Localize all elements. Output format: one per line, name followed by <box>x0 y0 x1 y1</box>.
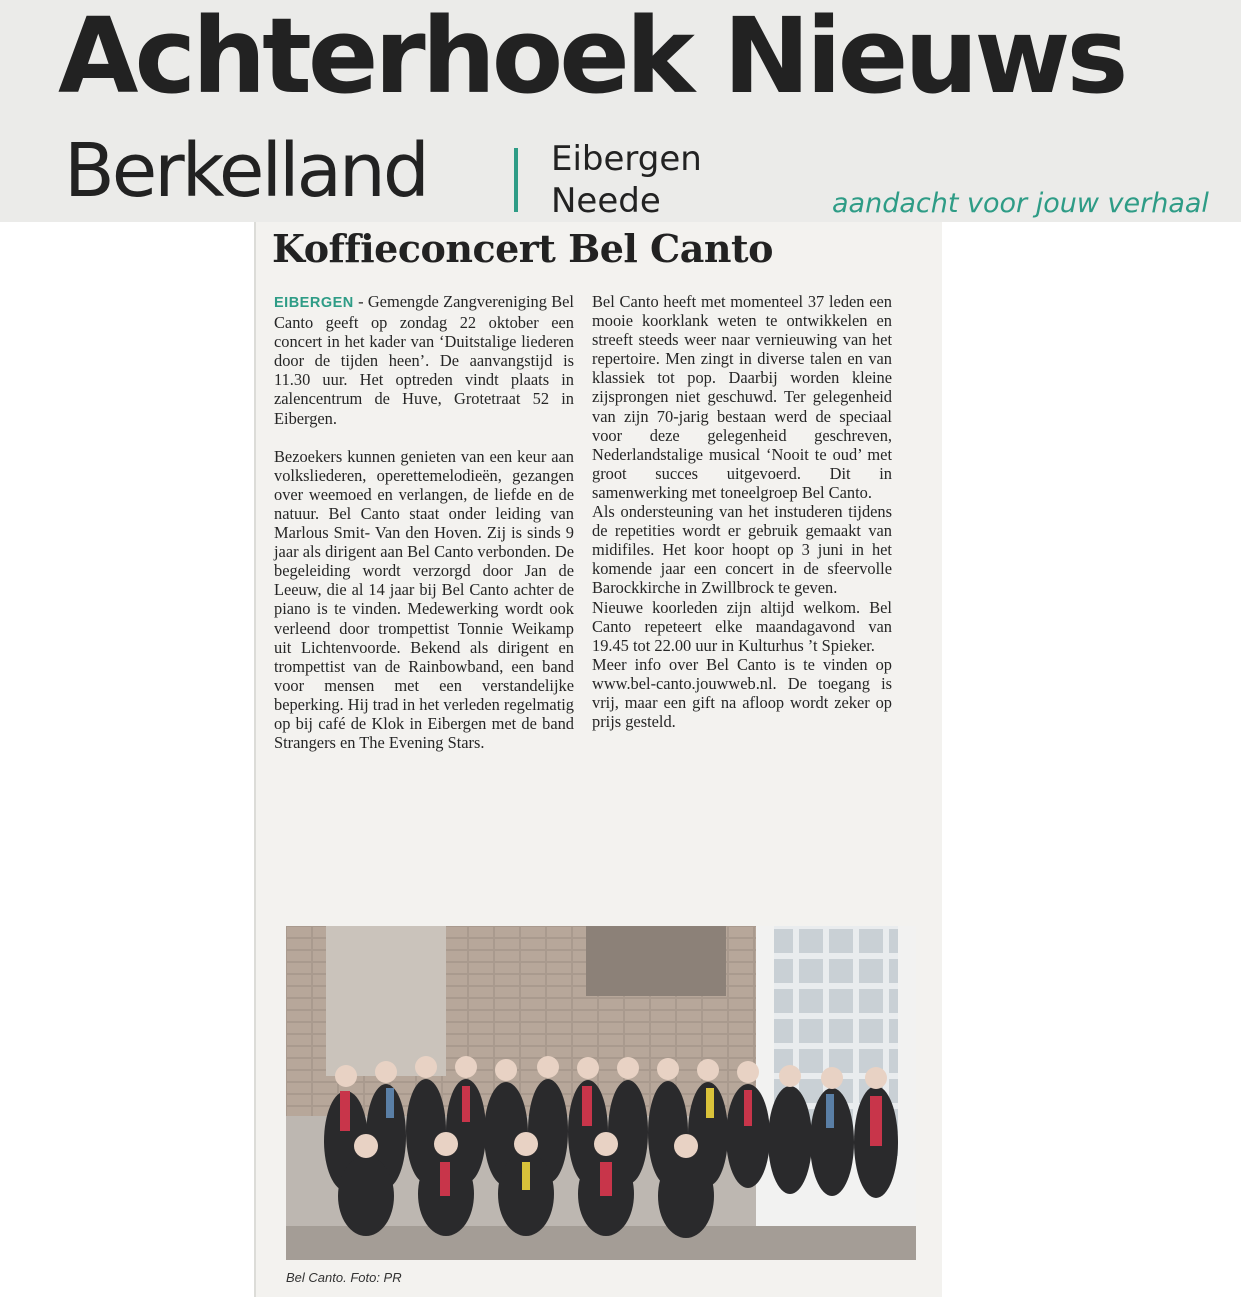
masthead-divider <box>514 148 518 212</box>
article-paragraph: Bezoekers kunnen genieten van een keur aan volksliederen, operettemelodieën, gezangen over weemoed en verlangen, de liefde en de natuur. Bel Canto staat onder leiding van Marlous Smit- Van den Hoven. Zij is sinds 9 jaar als dirigent aan Bel Canto verbonden. De begeleiding wordt verzorgd door Jan de Leeuw, die al 14 jaar bij Bel Canto achter de piano is te vinden. Medewerking wordt ook verleend door trompettist Tonnie Weikamp uit Lichtenvoorde. Bekend als dirigent en trompettist van de Rainbowband, een band voor mensen met een verstandelijke beperking. Hij trad in het verleden regelmatig op bij café de Klok in Eibergen met de band Strangers en The Evening Stars. <box>274 446 574 753</box>
edition-place-neede: Neede <box>551 181 661 221</box>
newspaper-tagline: aandacht voor jouw verhaal <box>832 188 1209 219</box>
newspaper-title: Achterhoek Nieuws <box>58 0 1125 117</box>
article-paragraph: Bel Canto heeft met momenteel 37 leden een mooie koorklank weten te ontwikkelen en streeft steeds weer naar vernieuwing van het repertoire. Men zingt in diverse talen en van klassiek tot pop. Daarbij worden kleine zijsprongen niet geschuwd. Ter gelegenheid van zijn 70-jarig bestaan werd de speciaal voor deze gelegenheid geschreven, Nederlandstalige musical ‘Nooit te oud’ met groot succes uitgevoerd. Dit in samenwerking met toneelgroep Bel Canto. <box>592 292 892 502</box>
article-headline: Koffieconcert Bel Canto <box>272 226 773 271</box>
article-column-left <box>274 292 574 752</box>
article-paragraph <box>274 292 574 428</box>
edition-place-eibergen: Eibergen <box>551 139 702 179</box>
edition-region: Berkelland <box>64 128 427 214</box>
choir-photo-illustration <box>286 926 916 1260</box>
article-dateline: EIBERGEN <box>274 295 354 311</box>
article-paragraph: Nieuwe koorleden zijn altijd welkom. Bel Canto repeteert elke maandagavond van 19.45 tot 22.00 uur in Kulturhus ’t Spieker. <box>592 597 892 655</box>
article-clipping <box>256 222 942 1297</box>
article-paragraph: Als ondersteuning van het instuderen tijdens de repetities wordt er gebruik gemaakt van midifiles. Het koor hoopt op 3 juni in het komende jaar een concert in de sfeervolle Barockkirche in Zwillbrock te geven. <box>592 502 892 598</box>
paragraph-text: - Gemengde Zangvereniging Bel Canto geeft op zondag 22 oktober een concert in het kader van ‘Duitstalige liederen door de tijden heen’. De aanvangstijd is 11.30 uur. Het optreden vindt plaats in zalencentrum de Huve, Grotetraat 52 in Eibergen. <box>274 292 574 428</box>
article-paragraph: Meer info over Bel Canto is te vinden op www.bel-canto.jouwweb.nl. De toegang is vrij, maar een gift na afloop wordt zeker op prijs gesteld. <box>592 654 892 732</box>
photo-caption: Bel Canto. Foto: PR <box>286 1270 402 1285</box>
article-column-right <box>592 292 892 731</box>
choir-group-photo <box>286 926 916 1260</box>
